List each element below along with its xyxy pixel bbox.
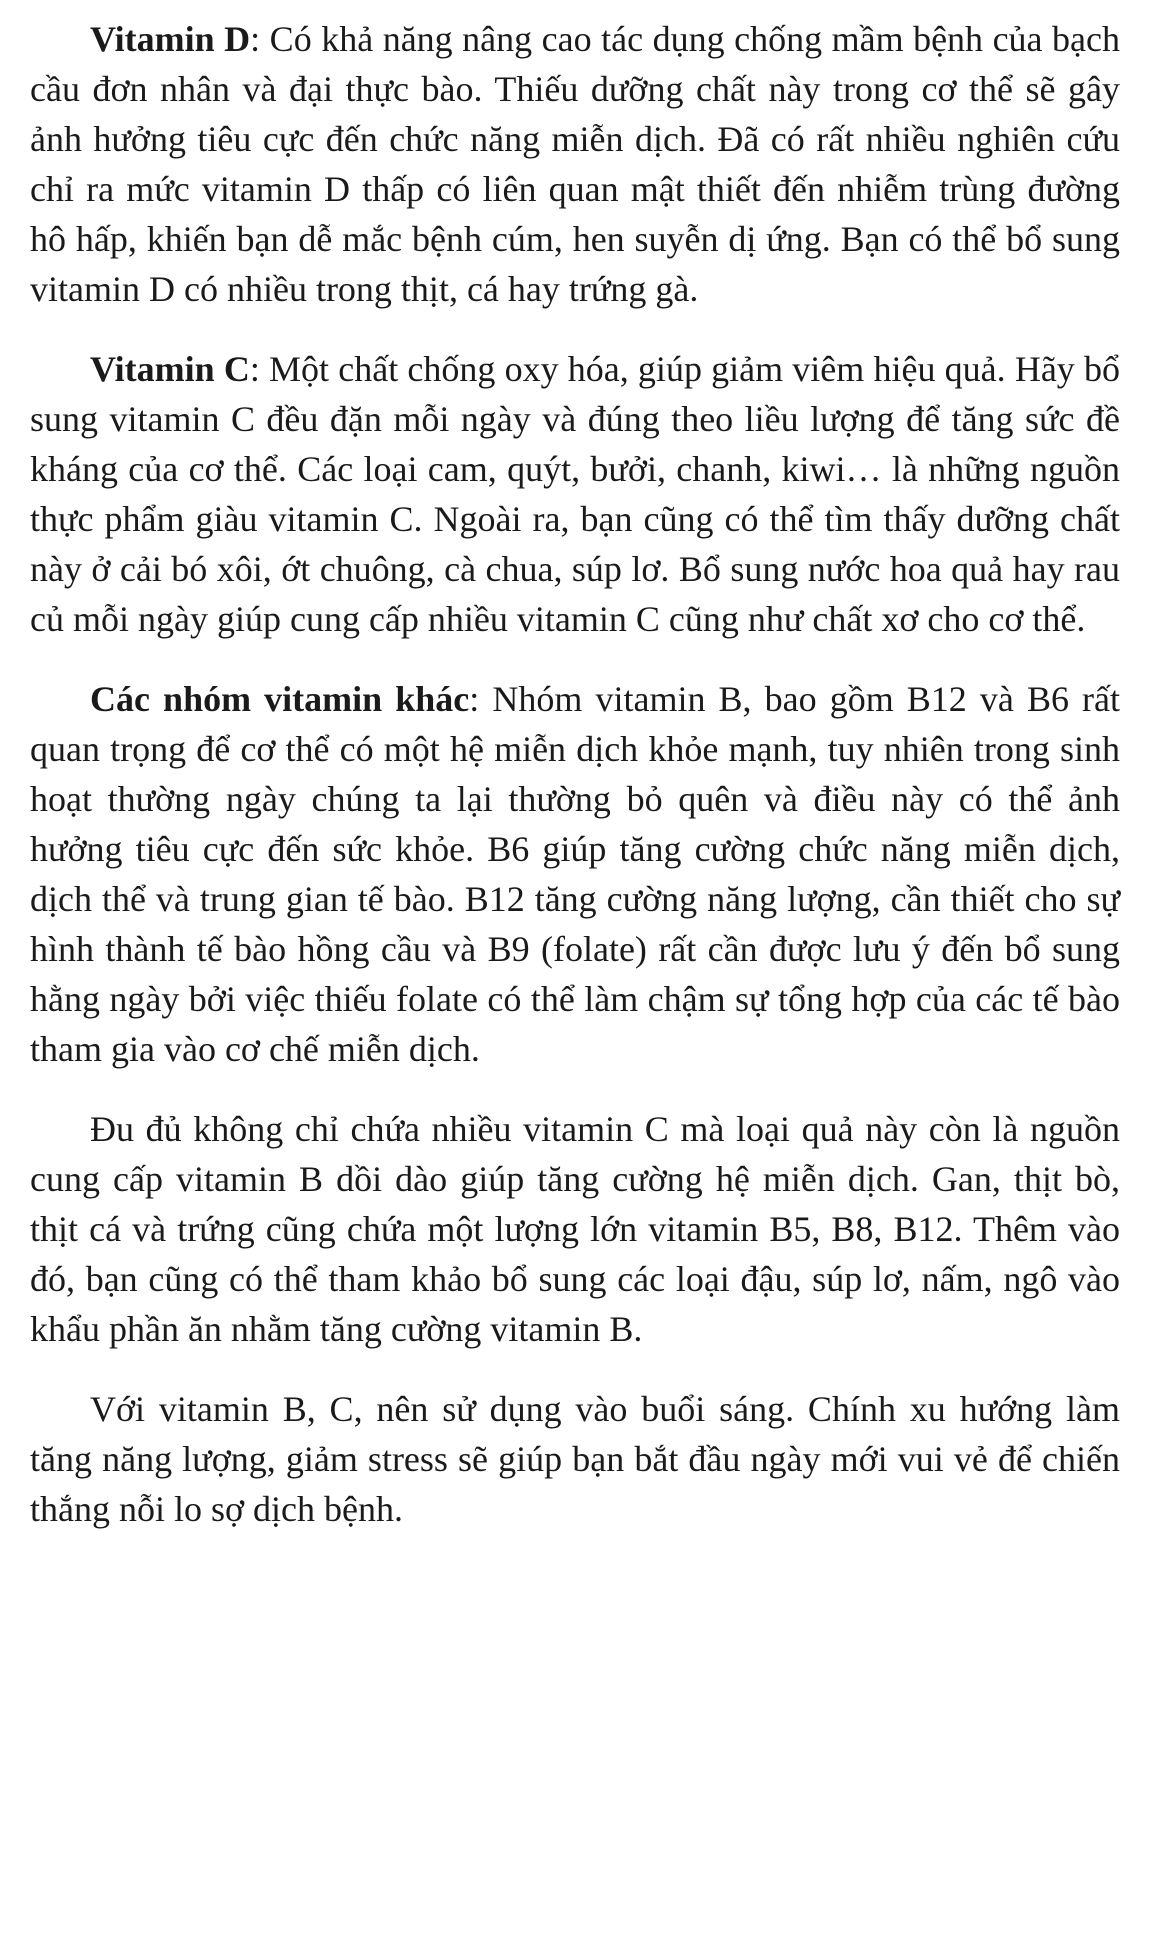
paragraph-heading: Các nhóm vitamin khác [90,679,470,719]
paragraph-heading: Vitamin D [90,19,251,59]
paragraph-body: : Nhóm vitamin B, bao gồm B12 và B6 rất quan trọng để cơ thể có một hệ miễn dịch khỏe mạnh, tuy nhiên trong sinh hoạt thường ngày chúng ta lại thường bỏ quên và điều này có thể ảnh hưởng tiêu cực đến sức khỏe. B6 giúp tăng cường chức năng miễn dịch, dịch thể và trung gian tế bào. B12 tăng cường năng lượng, cần thiết cho sự hình thành tế bào hồng cầu và B9 (folate) rất cần được lưu ý đến bổ sung hằng ngày bởi việc thiếu folate có thể làm chậm sự tổng hợp của các tế bào tham gia vào cơ chế miễn dịch. [30,679,1121,1069]
paragraph-morning-usage [30,1384,1120,1534]
paragraph-body: : Có khả năng nâng cao tác dụng chống mầm bệnh của bạch cầu đơn nhân và đại thực bào. Thiếu dưỡng chất này trong cơ thể sẽ gây ảnh hưởng tiêu cực đến chức năng miễn dịch. Đã có rất nhiều nghiên cứu chỉ ra mức vitamin D thấp có liên quan mật thiết đến nhiễm trùng đường hô hấp, khiến bạn dễ mắc bệnh cúm, hen suyễn dị ứng. Bạn có thể bổ sung vitamin D có nhiều trong thịt, cá hay trứng gà. [30,19,1120,309]
paragraph-heading: Vitamin C [90,349,250,389]
paragraph-vitamin-c [30,344,1120,644]
paragraph-body: Đu đủ không chỉ chứa nhiều vitamin C mà loại quả này còn là nguồn cung cấp vitamin B dồi dào giúp tăng cường hệ miễn dịch. Gan, thịt bò, thịt cá và trứng cũng chứa một lượng lớn vitamin B5, B8, B12. Thêm vào đó, bạn cũng có thể tham khảo bổ sung các loại đậu, súp lơ, nấm, ngô vào khẩu phần ăn nhằm tăng cường vitamin B. [30,1109,1120,1349]
paragraph-body: Với vitamin B, C, nên sử dụng vào buổi sáng. Chính xu hướng làm tăng năng lượng, giảm stress sẽ giúp bạn bắt đầu ngày mới vui vẻ để chiến thắng nỗi lo sợ dịch bệnh. [30,1389,1120,1529]
paragraph-other-vitamins [30,674,1120,1074]
paragraph-vitamin-d [30,14,1120,314]
paragraph-papaya [30,1104,1120,1354]
paragraph-body: : Một chất chống oxy hóa, giúp giảm viêm hiệu quả. Hãy bổ sung vitamin C đều đặn mỗi ngày và đúng theo liều lượng để tăng sức đề kháng của cơ thể. Các loại cam, quýt, bưởi, chanh, kiwi… là những nguồn thực phẩm giàu vitamin C. Ngoài ra, bạn cũng có thể tìm thấy dưỡng chất này ở cải bó xôi, ớt chuông, cà chua, súp lơ. Bổ sung nước hoa quả hay rau củ mỗi ngày giúp cung cấp nhiều vitamin C cũng như chất xơ cho cơ thể. [30,349,1120,639]
